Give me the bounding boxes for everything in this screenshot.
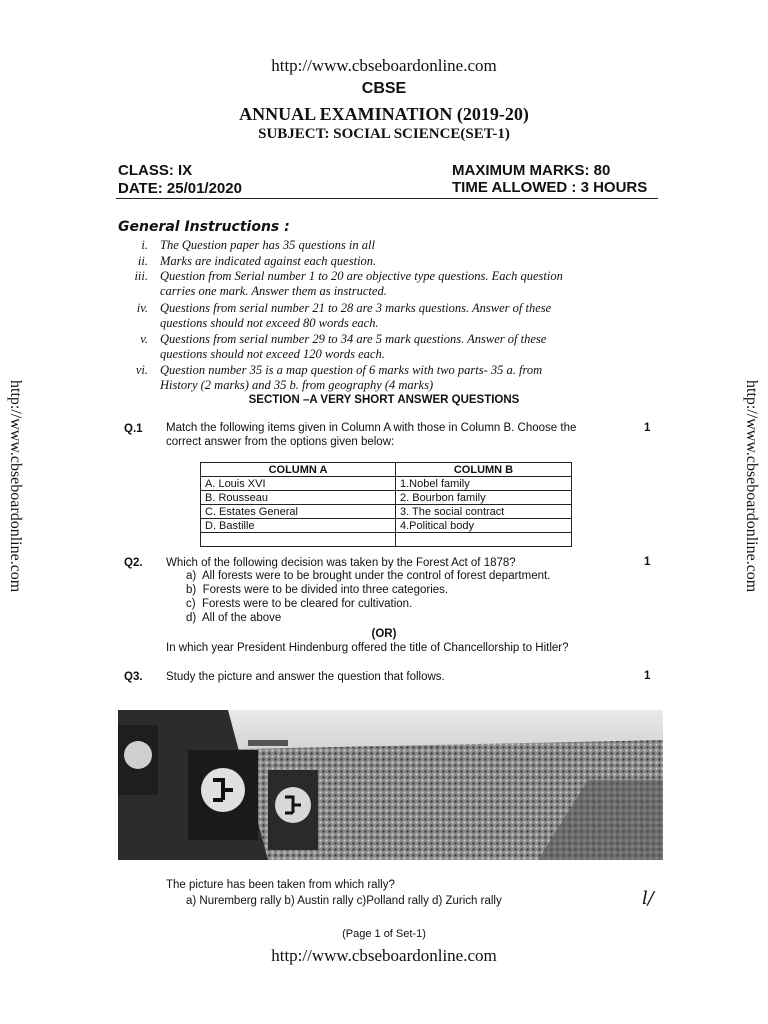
handwritten-mark: l/ [642,888,654,909]
column-b-cell: 1.Nobel family [396,477,572,491]
q3-marks: 1 [644,670,651,682]
instruction-item [118,332,638,364]
instruction-text: carries one mark. Answer them as instructed. [160,284,387,298]
option-text: All of the above [202,612,282,624]
exam-title: ANNUAL EXAMINATION (2019-20) [239,104,529,124]
q1-number: Q.1 [124,423,143,435]
instruction-num: iii. [134,269,148,283]
instruction-item [118,238,638,254]
q3-caption-question: The picture has been taken from which rally? [166,879,395,891]
q2-marks: 1 [644,556,651,568]
q2-text: Which of the following decision was taken by the Forest Act of 1878? [166,557,516,569]
option-label: c) [186,598,196,610]
column-a-cell: D. Bastille [201,519,396,533]
instruction-item [118,254,638,270]
instruction-num: iv. [136,301,148,315]
option-label: b) [186,584,197,596]
q2-number: Q2. [124,557,143,569]
instruction-text: History (2 marks) and 35 b. from geography (4 marks) [160,378,434,392]
instruction-item [118,269,638,301]
column-b-cell [396,533,572,547]
instructions-title: General Instructions : [118,219,290,235]
instruction-text: Question from Serial number 1 to 20 are objective type questions. Each question [160,269,563,283]
q2-option-a [186,570,550,582]
table-row [201,533,572,547]
column-a-cell: A. Louis XVI [201,477,396,491]
time-allowed-label: TIME ALLOWED : 3 HOURS [452,179,648,196]
q1-text-line1: Match the following items given in Column A with those in Column B. Choose the [166,422,577,434]
side-url-right[interactable]: http://www.cbseboardonline.com [743,380,760,593]
q1-marks: 1 [644,422,651,434]
q1-text-line2: correct answer from the options given below: [166,436,395,448]
option-text: Forests were to be divided into three categories. [202,584,449,596]
instruction-item [118,301,638,333]
option-label: a) [186,570,197,582]
column-b-header: COLUMN B [396,463,572,477]
instruction-text: questions should not exceed 80 words each. [160,316,379,330]
q2-option-d [186,612,281,624]
instruction-num: ii. [137,254,148,268]
q2-option-b [186,584,448,596]
table-header-row [201,463,572,477]
instruction-num: vi. [135,363,148,377]
option-text: All forests were to be brought under the control of forest department. [202,570,551,582]
column-a-cell: C. Estates General [201,505,396,519]
footer-url[interactable]: http://www.cbseboardonline.com [271,946,497,965]
instruction-text: Marks are indicated against each question. [160,254,377,268]
table-row [201,477,572,491]
instruction-text: Question number 35 is a map question of 6 marks with two parts- 35 a. from [160,363,543,377]
rally-photo-image [118,710,663,860]
q2-alternate-question: In which year President Hindenburg offered the title of Chancellorship to Hitler? [166,642,569,654]
column-a-header: COLUMN A [201,463,396,477]
subject-title: SUBJECT: SOCIAL SCIENCE(SET-1) [258,126,510,142]
table-row [201,491,572,505]
q3-number: Q3. [124,671,143,683]
table-row [201,519,572,533]
section-title: SECTION –A VERY SHORT ANSWER QUESTIONS [248,394,520,406]
q3-options: a) Nuremberg rally b) Austin rally c)Polland rally d) Zurich rally [186,895,502,907]
instruction-num: i. [141,238,148,252]
class-label: CLASS: IX [118,162,193,179]
instruction-text: Questions from serial number 21 to 28 are 3 marks questions. Answer of these [160,301,552,315]
board-name: CBSE [361,80,407,97]
option-text: Forests were to be cleared for cultivation. [201,598,413,610]
match-table [200,462,572,547]
date-label: DATE: 25/01/2020 [118,180,242,197]
instruction-num: v. [140,332,148,346]
instruction-item [118,363,638,395]
option-label: d) [186,612,197,624]
column-a-cell [201,533,396,547]
header-url[interactable]: http://www.cbseboardonline.com [271,56,497,75]
q3-text: Study the picture and answer the question that follows. [166,671,445,683]
column-b-cell: 4.Political body [396,519,572,533]
instruction-text: questions should not exceed 120 words each. [160,347,385,361]
rally-photo [118,710,663,860]
instruction-text: The Question paper has 35 questions in all [160,238,375,252]
q2-option-c [186,598,412,610]
column-b-cell: 3. The social contract [396,505,572,519]
page-number: (Page 1 of Set-1) [342,928,426,940]
column-a-cell: B. Rousseau [201,491,396,505]
max-marks-label: MAXIMUM MARKS: 80 [452,162,611,179]
side-url-left[interactable]: http://www.cbseboardonline.com [7,380,24,593]
instruction-text: Questions from serial number 29 to 34 are 5 mark questions. Answer of these [160,332,547,346]
column-b-cell: 2. Bourbon family [396,491,572,505]
or-label: (OR) [371,628,397,640]
table-row [201,505,572,519]
header-divider [116,198,658,199]
